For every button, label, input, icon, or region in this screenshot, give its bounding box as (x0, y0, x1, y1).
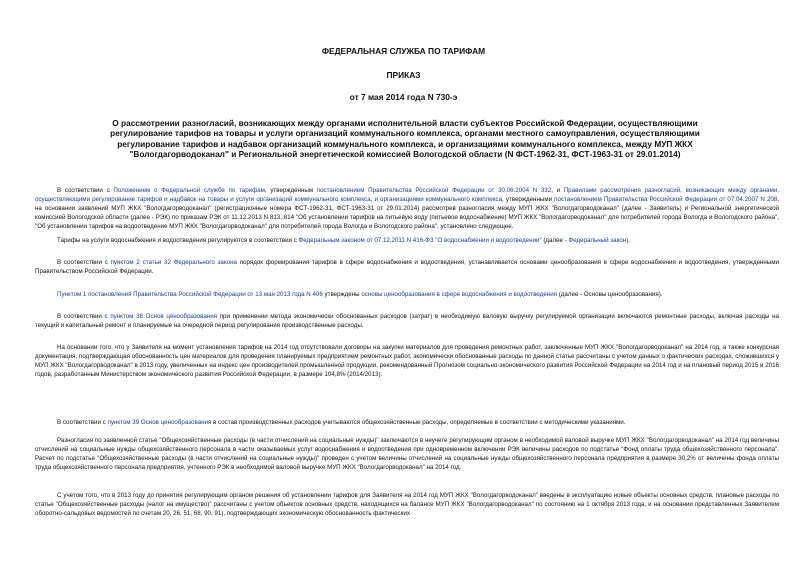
paragraph-text: (далее - (541, 237, 569, 244)
paragraph-resolution-406 (35, 290, 779, 299)
link-resolution-332[interactable]: постановлением Правительства Российской Федерации от 30.06.2004 N 332 (316, 187, 552, 194)
paragraph-text: Тарифы на услуги водоснабжения и водоотведения регулируются в соответствии с (57, 237, 299, 244)
paragraph-text: ). (626, 237, 630, 244)
paragraph-text: В соответствии с (57, 419, 108, 426)
link-regulation-fst[interactable]: Положением о Федеральной службе по тарифам (113, 187, 265, 194)
paragraph-article-32 (35, 258, 779, 276)
paragraph-text: В соответствии с (57, 313, 111, 320)
paragraph-text: , и (551, 187, 564, 194)
link-federal-law-416[interactable]: Федеральным законом от 07.12.2011 N 416-ФЗ "О водоснабжении и водоотведении" (298, 237, 542, 244)
paragraph-repair-costs: На основании того, что у Заявителя на момент установления тарифов на 2014 год отсутствовали договоры на закупки материалов для проведения ремонтных работ, заключенные МУП ЖКХ "Вологдагорводоканал" на 2014 год, а также конкурсная документация, подтверждающая обоснованность цен материалов для проведения планируемых предприятием ремонтных работ, экономически обоснованные расходы по данной статье рассчитаны с учетом данных о фактических расходах, сложившихся у МУП ЖКХ "Вологдагорводоканал" в 2013 году, увеличенных на индекс цен производителей промышленной продукции, рекомендованный Прогнозом социально-экономического развития Российской Федерации на 2014 год и на плановый период 2015 и 2016 годов, разработанным Министерством экономического развития Российской Федерации, в размере 104,8% (2014/2013). (35, 344, 779, 379)
link-resolution-208[interactable]: постановлением Правительства Российской Федерации от 07.04.2007 N 208 (554, 196, 778, 204)
paragraph-text: , на основании заявлений МУП ЖКХ "Вологдагорводоканал" (регистрационные номера ФСТ-1962-31, ФСТ-1963-31 от 29.01.2014) рассмотрев разногласия между МУП ЖКХ "Вологдагорводоканал" (далее - Заявитель) и Региональной энергетической комиссией Вологодской области (далее - РЭК) по приказам РЭК от 11.12.2013 N 813, 814 "Об установлении тарифов на питьевую воду (питьевое водоснабжение) МУП ЖКХ "Вологдагорводоканал" для потребителей города Вологда и Вологодского района", "Об установлении тарифов на водоотведение МУП ЖКХ "Вологдагорводоканал" для потребителей города Вологда и Вологодского района", установлено следующее. (35, 196, 780, 231)
link-federal-law[interactable]: Федеральный закон (568, 237, 627, 244)
paragraph-text: при применении метода экономически обоснованных расходов (затрат) в необходимую валовую выручку регулируемой организации включаются ремонтные расходы, включая расходы на текущий и капитальный ремонт и планируемые на очередной период регулирования производственные расходы. (35, 313, 779, 330)
paragraph-text: в состав производственных расходов учитываются общехозяйственные расходы, определяемые в соответствии с методическими указаниями. (211, 419, 626, 426)
link-article-32[interactable]: пунктом 2 статьи 32 Федерального закона (110, 259, 237, 266)
paragraph-property-tax: С учетом того, что в 2013 году до принятия регулирующим органом решения об установлении тарифов для Заявителя на 2014 год МУП ЖКХ "Вологдагорводоканал" введены в эксплуатацию новые объекты основных средств, плановые расходы по статье "Общехозяйственные расходы (налог на имущество)" рассчитаны с учетом объектов основных средств, находящихся на балансе МУП ЖКХ "Вологдагорводоканал" по состоянию на 1 октября 2013 года, и на основании представленных Заявителем оборотно-сальдовых ведомостей по счетам 20, 26, 51, 68, 90, 91), подтверждающих экономическую обоснованность фактических (35, 492, 779, 518)
paragraph-text: , утвержденным (264, 187, 317, 194)
document-type-heading: ПРИКАЗ (386, 70, 421, 80)
paragraph-text: порядок формирования тарифов в сфере водоснабжения и водоотведения, устанавливается основами ценообразования в сфере водоснабжения и водоотведения, утвержденными Правительством Российской Федерации. (35, 259, 780, 276)
document-date: от 7 мая 2014 года N 730-э (349, 92, 458, 102)
paragraph-federal-law (35, 236, 779, 245)
agency-heading: ФЕДЕРАЛЬНАЯ СЛУЖБА ПО ТАРИФАМ (321, 46, 486, 56)
paragraph-text: В соответствии с (57, 187, 114, 194)
paragraph-text: утверждены (322, 291, 362, 298)
paragraph-item-39 (35, 418, 779, 427)
paragraph-text: , утвержденными (502, 196, 555, 204)
link-pricing-basics[interactable]: основы ценообразования в сфере водоснабжения и водоотведения (361, 291, 557, 298)
link-dispute-rules[interactable]: Правилами рассмотрения разногласий, возникающих между органами, осуществляющими регулирование тарифов и надбавок на товары и услуги организаций коммунального комплекса, и организациями коммунального комплекса (35, 187, 780, 204)
paragraph-basis (35, 186, 779, 231)
paragraph-item-38 (35, 312, 779, 330)
link-resolution-406[interactable]: Пунктом 1 постановления Правительства Российской Федерации от 13 мая 2013 года N 406 (57, 291, 323, 298)
paragraph-social-contributions: Разногласия по заявленной статье "Общехозяйственные расходы (в части отчислений на социальные нужды)" заключаются в неучете регулирующим органом в необходимой валовой выручке МУП ЖКХ "Вологдагорводоканал" на 2014 год величины отчислений на социальные нужды общехозяйственного персонала в части оказываемых услуг водоснабжения и водоотведения при одновременном включении РЭК величины расходов по подстатье "Фонд оплаты труда общехозяйственного персонала". Расчет по подстатье "Общехозяйственные расходы (в части отчислений на социальные нужды)" проведен с учетом величины отчислений на социальные нужды общехозяйственного персонала предприятия в размере 30,2% от величины фонда оплаты труда общехозяйственного персонала предприятия, учтенного РЭК в необходимой валовой выручке МУП ЖКХ "Вологдагорводоканал" на 2014 год. (35, 437, 779, 472)
paragraph-text: В соответствии с (57, 259, 111, 266)
paragraph-text: (далее - Основы ценообразования). (557, 291, 663, 298)
document-subject: О рассмотрении разногласий, возникающих между органами исполнительной власти субъектов Российской Федерации, осуществляющими регулирование тарифов на товары и услуги организаций коммунального комплекса, органами местного самоуправления, осуществляющими регулирование тарифов и надбавок организаций коммунального комплекса, и организациями коммунального комплекса, между МУП ЖКХ "Вологдагорводоканал" и Региональной энергетической комиссией Вологодской области (N ФСТ-1962-31, ФСТ-1963-31 от 29.01.2014) (110, 118, 700, 160)
link-item-39[interactable]: пунктом 39 Основ ценообразования (107, 419, 212, 426)
link-item-38[interactable]: пунктом 38 Основ ценообразования (110, 313, 218, 320)
